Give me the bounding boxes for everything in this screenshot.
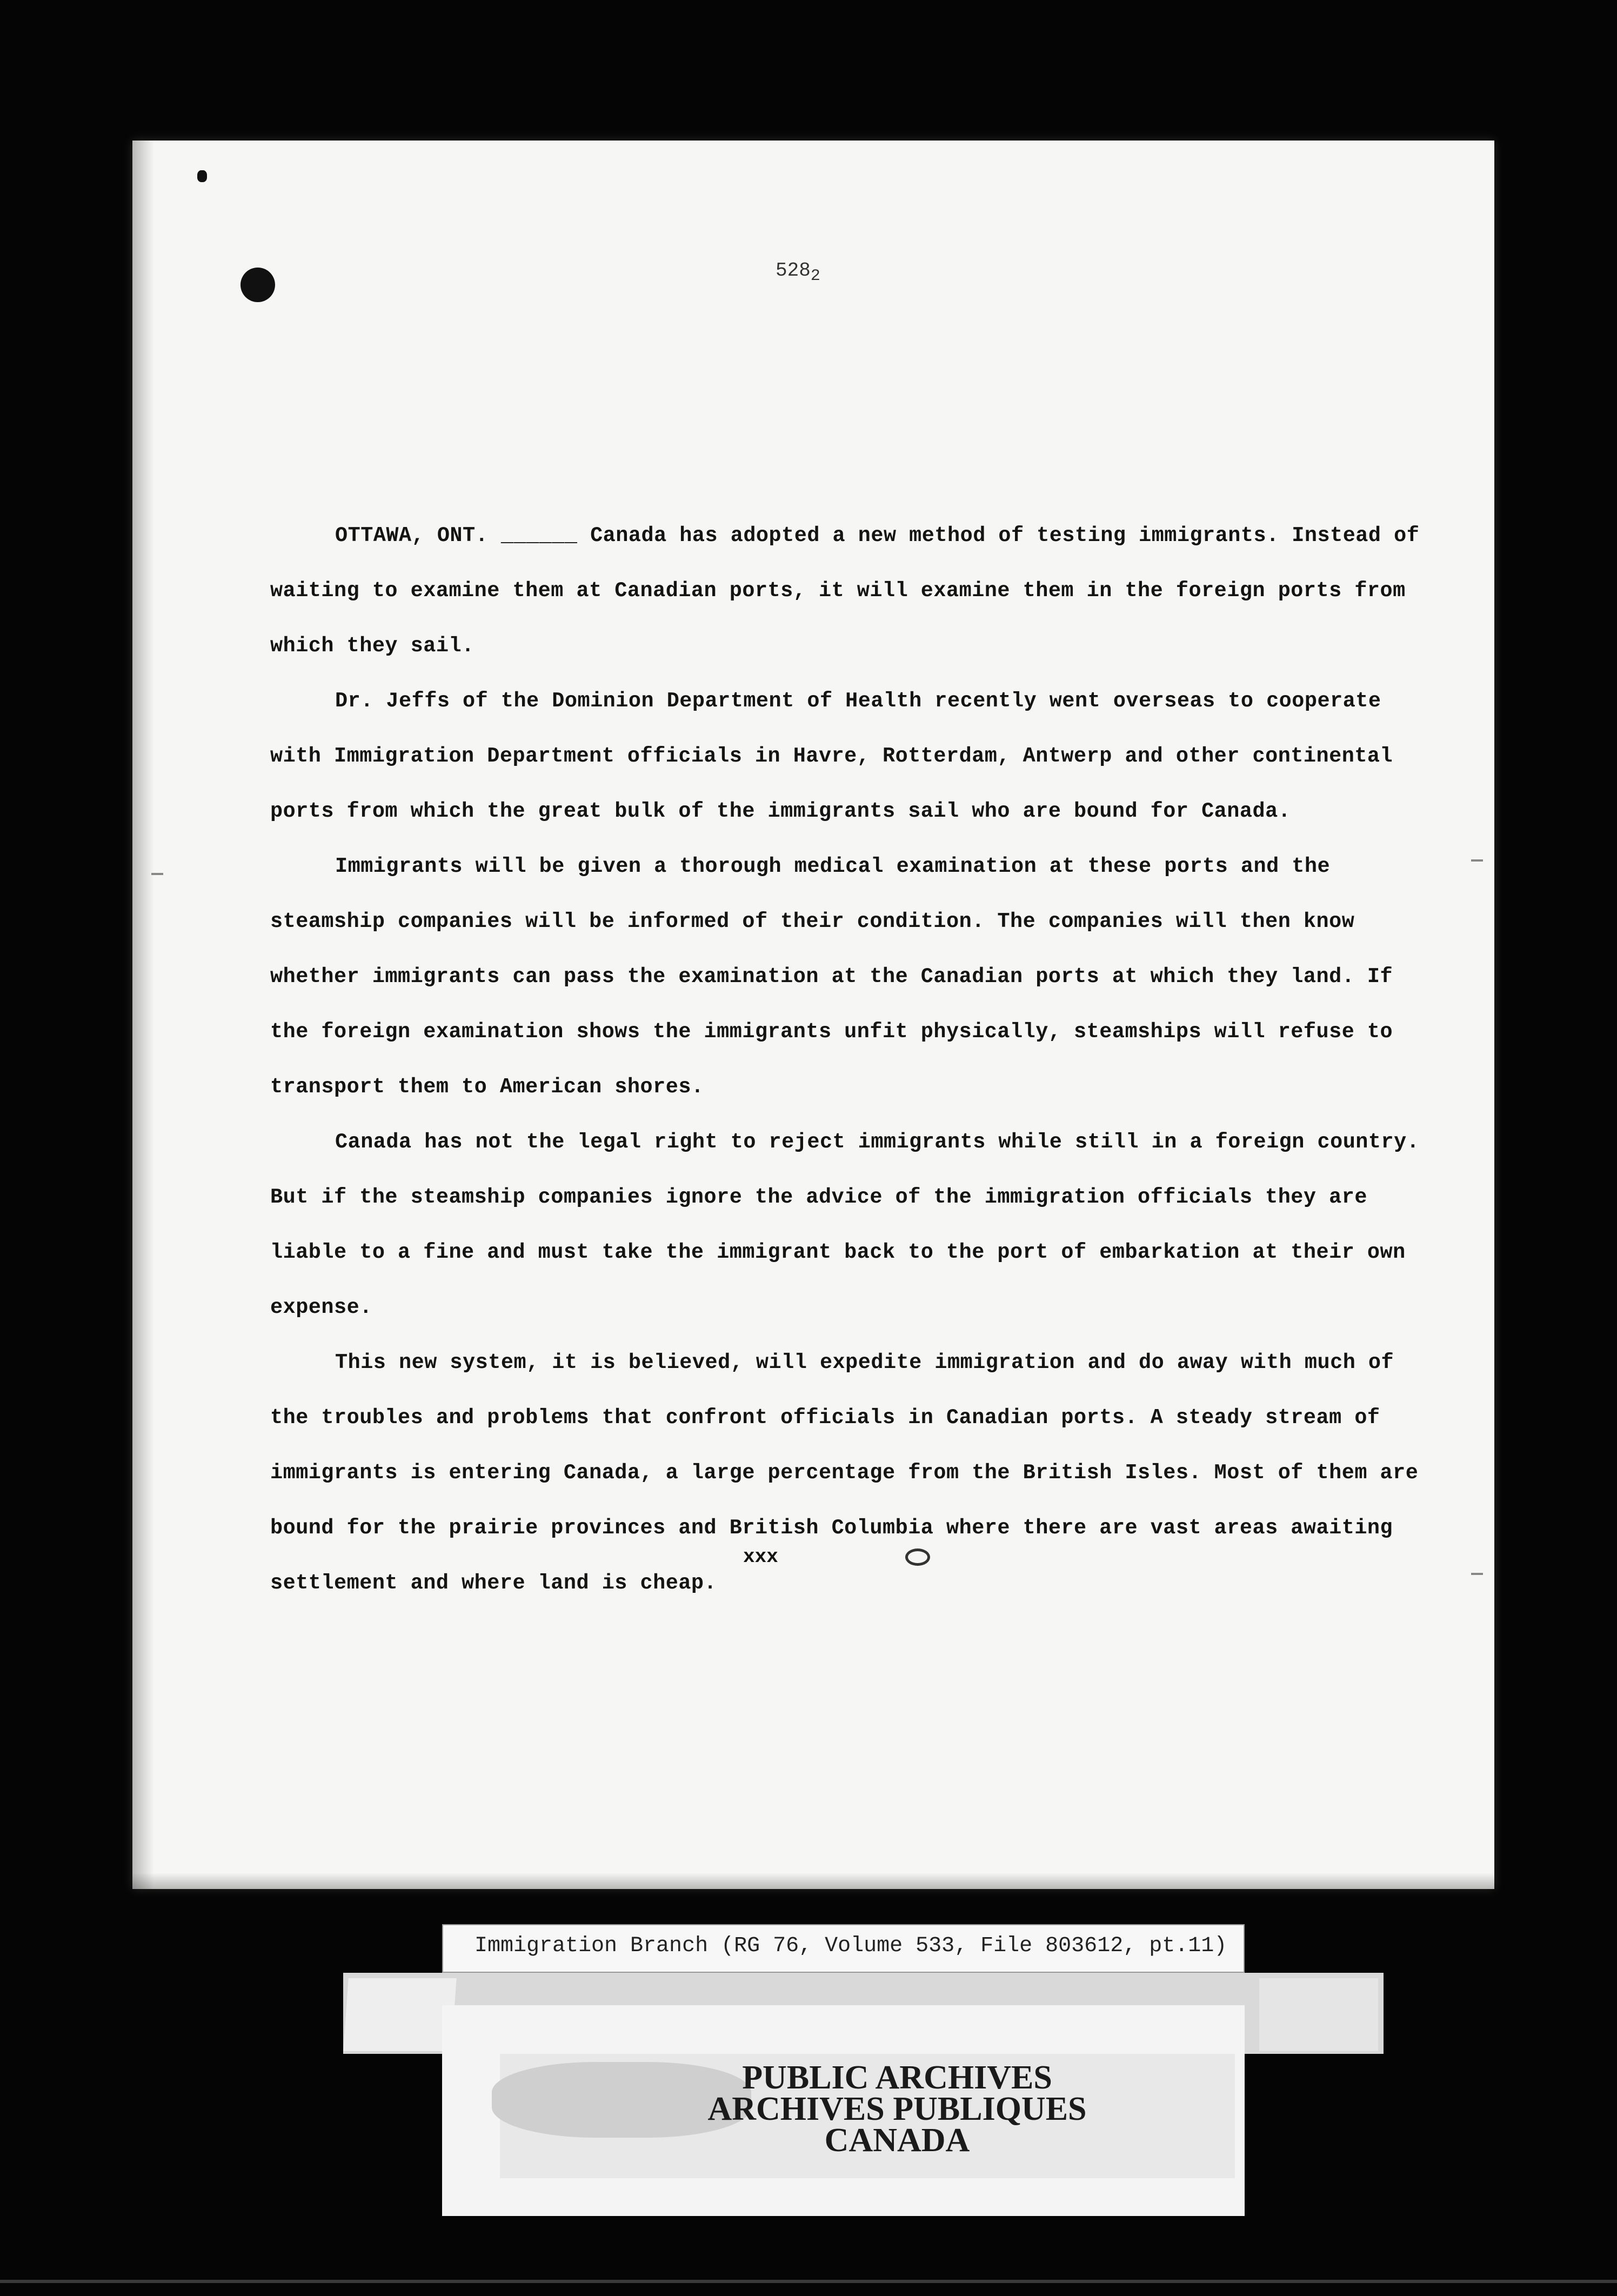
ink-smudge [905,1549,930,1566]
edge-tick-mark [151,873,163,875]
paragraph-4: Canada has not the legal right to reject immigrants while still in a foreign country. But if the steamship companies ignore the advice of the immigration officials they are liable to a fine and must take the immigrant back to the port of embarkation at their own expense. [270,1130,1420,1319]
paragraph-3: Immigrants will be given a thorough medical examination at these ports and the steamship companies will be informed of their condition. The companies will then know whether immigrants can pass the examination at the Canadian ports at which they land. If the foreign examination shows the immigrants unfit physically, steamships will refuse to transport them to American shores. [270,855,1393,1099]
paragraph-1: OTTAWA, ONT. ______ Canada has adopted a new method of testing immigrants. Instead of waiting to examine them at Canadian ports, it will examine them in the foreign ports from which they sail. [270,524,1420,658]
stamp-line-canada: CANADA [824,2122,970,2159]
paragraph-2: Dr. Jeffs of the Dominion Department of Health recently went overseas to cooperate with Immigration Department officials in Havre, Rotterdam, Antwerp and other continental ports from which the great bulk of the immigrants sail who are bound for Canada. [270,689,1393,823]
document-page [132,141,1494,1889]
page-number-subscript: 2 [810,267,820,286]
punch-hole-mark [240,268,275,302]
tape-right [1259,1978,1378,2051]
page-bottom-shadow [132,1873,1494,1889]
archive-stamp-text [692,2059,1102,2159]
page-number-main: 528 [776,259,811,282]
closing-mark: xxx [743,1546,778,1568]
archive-reference-label: Immigration Branch (RG 76, Volume 533, File 803612, pt.11) [442,1924,1245,1973]
page-number [776,259,820,285]
edge-tick-mark [1471,1573,1483,1575]
stamp-line-public-archives: PUBLIC ARCHIVES [742,2059,1052,2096]
paragraph-5: This new system, it is believed, will expedite immigration and do away with much of the troubles and problems that confront officials in Canadian ports. A steady stream of immigrants is entering Canada, a large percentage from the British Isles. Most of them are bound for the prairie provinces and British Columbia where there are vast areas awaiting settlement and where land is cheap. [270,1351,1419,1595]
typed-body [270,508,1432,1611]
punch-mark-small [197,170,207,182]
edge-tick-mark [1471,859,1483,862]
stamp-line-archives-publiques: ARCHIVES PUBLIQUES [707,2091,1087,2127]
film-edge-line [0,2280,1617,2283]
tape-left [343,1978,456,2051]
page-left-shadow [132,141,154,1889]
